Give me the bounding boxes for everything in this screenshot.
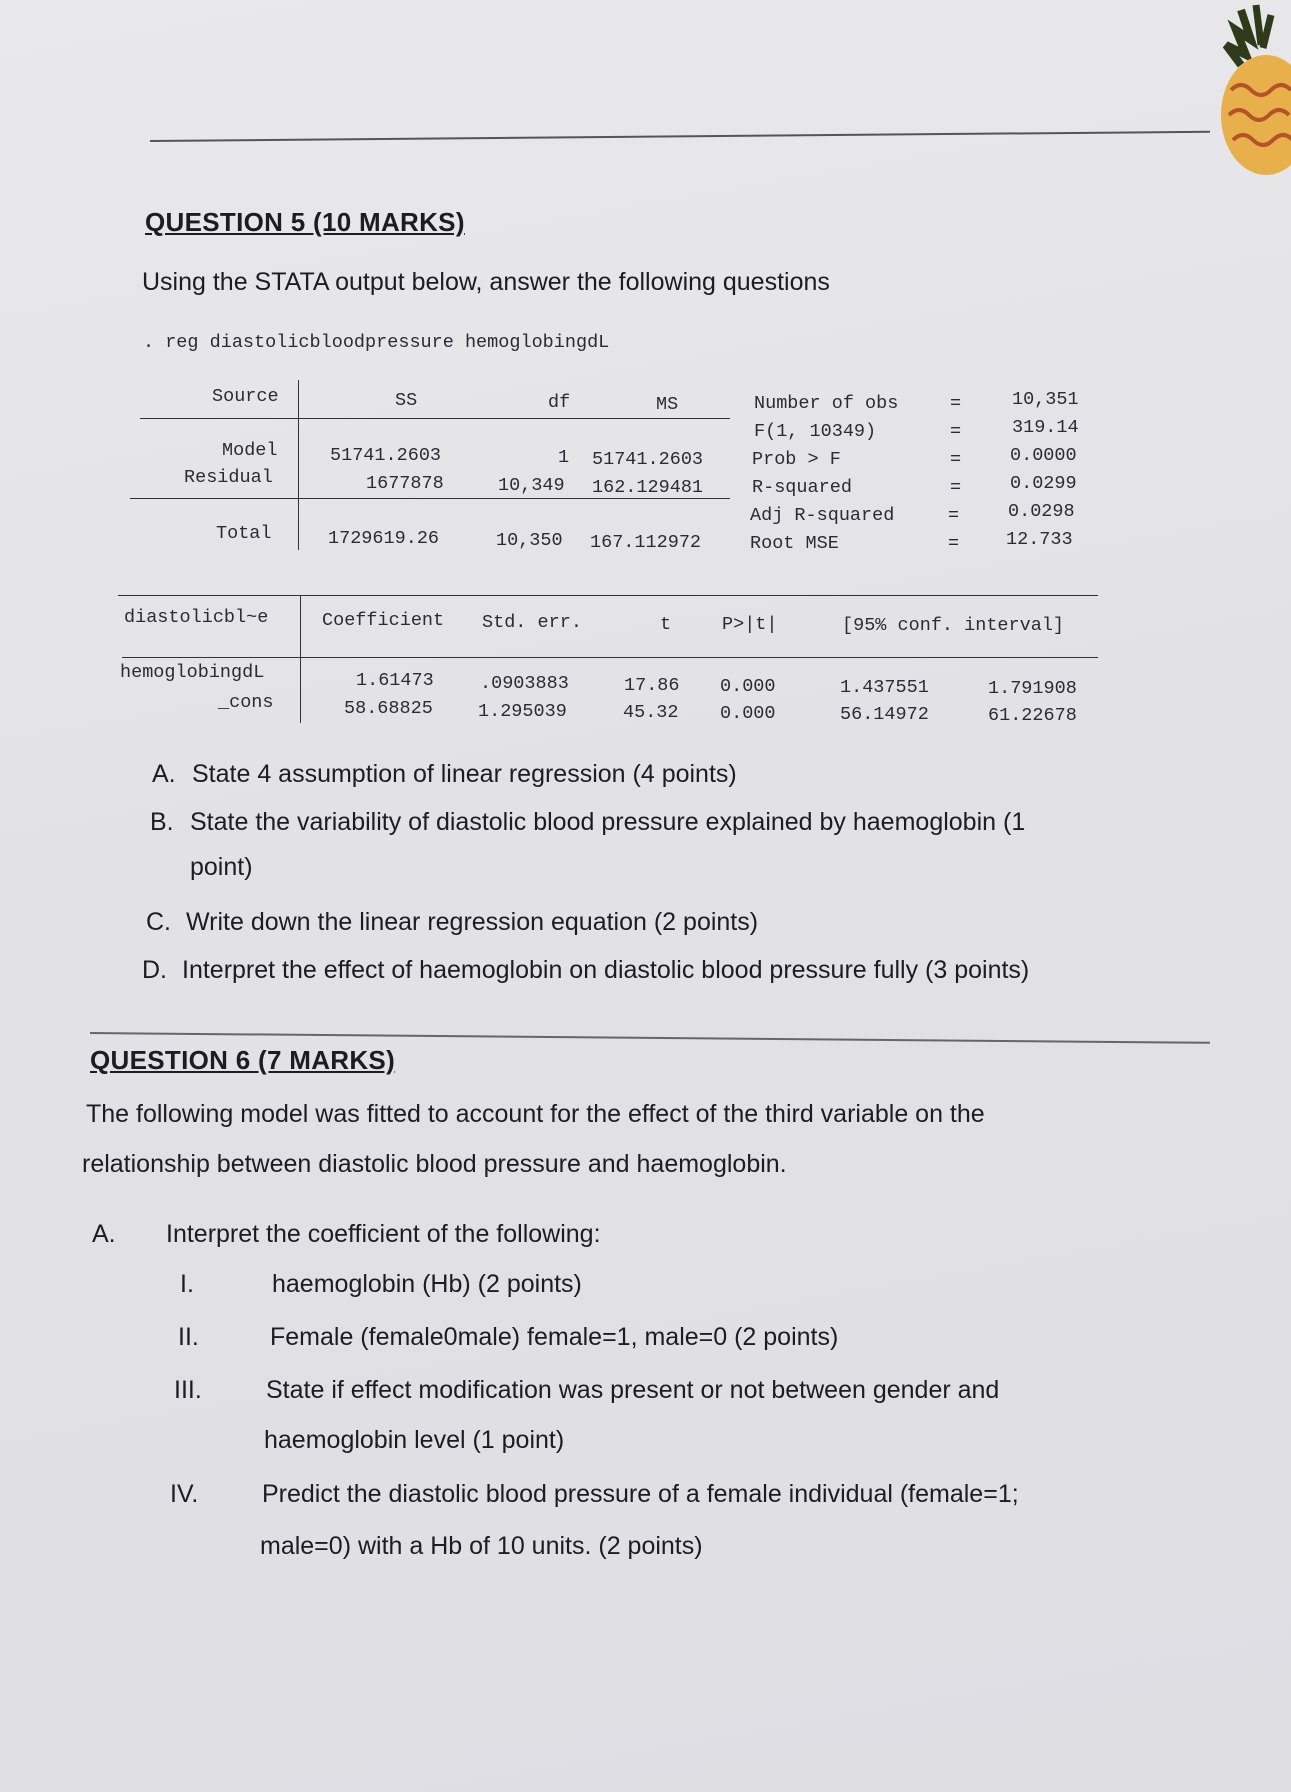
- q5-item-c-text: Write down the linear regression equation (2 points): [186, 908, 759, 936]
- q5-item-c-marker: C.: [146, 908, 171, 936]
- coef-row-se-cons: 1.295039: [478, 701, 567, 722]
- coef-header-depvar: diastolicbl~e: [124, 607, 269, 628]
- coef-row-t-hemoglobin: 17.86: [624, 675, 680, 696]
- stat-value-rsq: 0.0299: [1010, 473, 1077, 494]
- stat-label-rsq: R-squared: [752, 477, 852, 498]
- coef-row-se-hemoglobin: .0903883: [480, 673, 569, 694]
- stat-label-probf: Prob > F: [752, 449, 841, 470]
- coef-row-hi-cons: 61.22678: [988, 705, 1077, 726]
- stat-eq-rsq: =: [950, 477, 962, 498]
- q5-item-b-marker: B.: [150, 808, 174, 836]
- q6-subitem-2-marker: II.: [178, 1323, 199, 1351]
- stata-command: . reg diastolicbloodpressure hemoglobingdL: [143, 332, 610, 353]
- anova-header-df: df: [548, 392, 571, 413]
- stat-label-rmse: Root MSE: [750, 533, 839, 554]
- anova-df-model: 1: [558, 447, 570, 468]
- q6-part-a-text: Interpret the coefficient of the following:: [166, 1220, 601, 1248]
- coef-header-stderr: Std. err.: [482, 612, 582, 633]
- coef-row-p-cons: 0.000: [720, 703, 776, 724]
- anova-ss-model: 51741.2603: [330, 445, 442, 466]
- anova-header-ms: MS: [656, 394, 679, 415]
- anova-df-residual: 10,349: [498, 475, 565, 496]
- anova-ss-total: 1729619.26: [328, 528, 440, 549]
- anova-source-model: Model: [222, 440, 278, 461]
- anova-ms-model: 51741.2603: [592, 449, 704, 470]
- q6-part-a-marker: A.: [92, 1220, 116, 1248]
- stat-eq-rmse: =: [948, 533, 960, 554]
- q6-subitem-4-marker: IV.: [170, 1480, 199, 1508]
- anova-ms-total: 167.112972: [590, 532, 702, 553]
- coef-row-name-hemoglobin: hemoglobingdL: [120, 662, 265, 683]
- q6-subitem-3-marker: III.: [174, 1376, 202, 1404]
- coef-row-t-cons: 45.32: [623, 702, 679, 723]
- section-divider: [90, 1032, 1210, 1044]
- question-6-intro-line2: relationship between diastolic blood pressure and haemoglobin.: [82, 1150, 787, 1178]
- coef-header-coefficient: Coefficient: [322, 610, 445, 631]
- stat-eq-probf: =: [950, 449, 962, 470]
- anova-ms-residual: 162.129481: [592, 477, 704, 498]
- question-6-title: QUESTION 6 (7 MARKS): [90, 1045, 396, 1075]
- q5-item-a-marker: A.: [152, 760, 176, 788]
- q5-item-b-continuation: point): [190, 853, 253, 881]
- stat-eq-f: =: [950, 421, 962, 442]
- anova-source-residual: Residual: [184, 467, 273, 488]
- q5-item-c: [146, 900, 758, 944]
- q5-item-a-text: State 4 assumption of linear regression (4 points): [192, 760, 737, 788]
- q6-subitem-1-marker: I.: [180, 1270, 194, 1298]
- stat-eq-nobs: =: [950, 393, 962, 414]
- stat-value-f: 319.14: [1012, 417, 1079, 438]
- anova-source-total: Total: [216, 523, 272, 544]
- q5-item-d-text: Interpret the effect of haemoglobin on diastolic blood pressure fully (3 points): [182, 956, 1030, 984]
- coef-header-ci: [95% conf. interval]: [842, 615, 1065, 636]
- stat-label-nobs: Number of obs: [754, 393, 899, 414]
- stat-eq-adjrsq: =: [948, 505, 960, 526]
- q6-subitem-1: [180, 1262, 582, 1306]
- coef-row-name-cons: _cons: [218, 692, 274, 713]
- pineapple-sticker-icon: [1151, 0, 1291, 180]
- anova-ss-residual: 1677878: [366, 473, 444, 494]
- q6-part-a: [92, 1212, 601, 1256]
- q5-item-d-marker: D.: [142, 956, 167, 984]
- coef-row-lo-cons: 56.14972: [840, 704, 929, 725]
- stat-value-nobs: 10,351: [1012, 389, 1079, 410]
- q6-subitem-3-continuation: haemoglobin level (1 point): [264, 1426, 565, 1454]
- q5-item-b: [150, 800, 1025, 844]
- coef-row-coef-hemoglobin: 1.61473: [356, 670, 434, 691]
- coef-row-hi-hemoglobin: 1.791908: [988, 678, 1077, 699]
- stat-value-rmse: 12.733: [1006, 529, 1073, 550]
- coefficient-table: [118, 595, 1118, 740]
- stat-label-f: F(1, 10349): [754, 421, 877, 442]
- coef-row-p-hemoglobin: 0.000: [720, 676, 776, 697]
- question-5-intro: Using the STATA output below, answer the following questions: [142, 268, 830, 296]
- stat-value-probf: 0.0000: [1010, 445, 1077, 466]
- question-6-intro-line1: The following model was fitted to account for the effect of the third variable on the: [86, 1100, 985, 1128]
- stat-value-adjrsq: 0.0298: [1008, 501, 1075, 522]
- q6-subitem-4-text: Predict the diastolic blood pressure of a female individual (female=1;: [262, 1480, 1019, 1508]
- q6-subitem-3-text: State if effect modification was present or not between gender and: [266, 1376, 1000, 1404]
- coef-row-lo-hemoglobin: 1.437551: [840, 677, 929, 698]
- coef-row-coef-cons: 58.68825: [344, 698, 433, 719]
- q6-subitem-1-text: haemoglobin (Hb) (2 points): [272, 1270, 582, 1298]
- q5-item-b-text: State the variability of diastolic blood pressure explained by haemoglobin (1: [190, 808, 1026, 836]
- anova-df-total: 10,350: [496, 530, 563, 551]
- anova-table: [130, 380, 1130, 560]
- q6-subitem-4: [170, 1472, 1019, 1516]
- q6-subitem-3: [174, 1368, 999, 1412]
- q5-item-a: [152, 752, 737, 796]
- stat-label-adjrsq: Adj R-squared: [750, 505, 895, 526]
- q6-subitem-4-continuation: male=0) with a Hb of 10 units. (2 points): [260, 1532, 703, 1560]
- coef-header-t: t: [660, 614, 672, 635]
- anova-header-ss: SS: [395, 390, 418, 411]
- q5-item-d: [142, 948, 1029, 992]
- anova-header-source: Source: [212, 386, 279, 407]
- q6-subitem-2-text: Female (female0male) female=1, male=0 (2 points): [270, 1323, 839, 1351]
- coef-header-p: P>|t|: [722, 614, 778, 635]
- q6-subitem-2: [178, 1315, 838, 1359]
- top-divider: [150, 131, 1210, 142]
- question-5-title: QUESTION 5 (10 MARKS): [145, 207, 465, 237]
